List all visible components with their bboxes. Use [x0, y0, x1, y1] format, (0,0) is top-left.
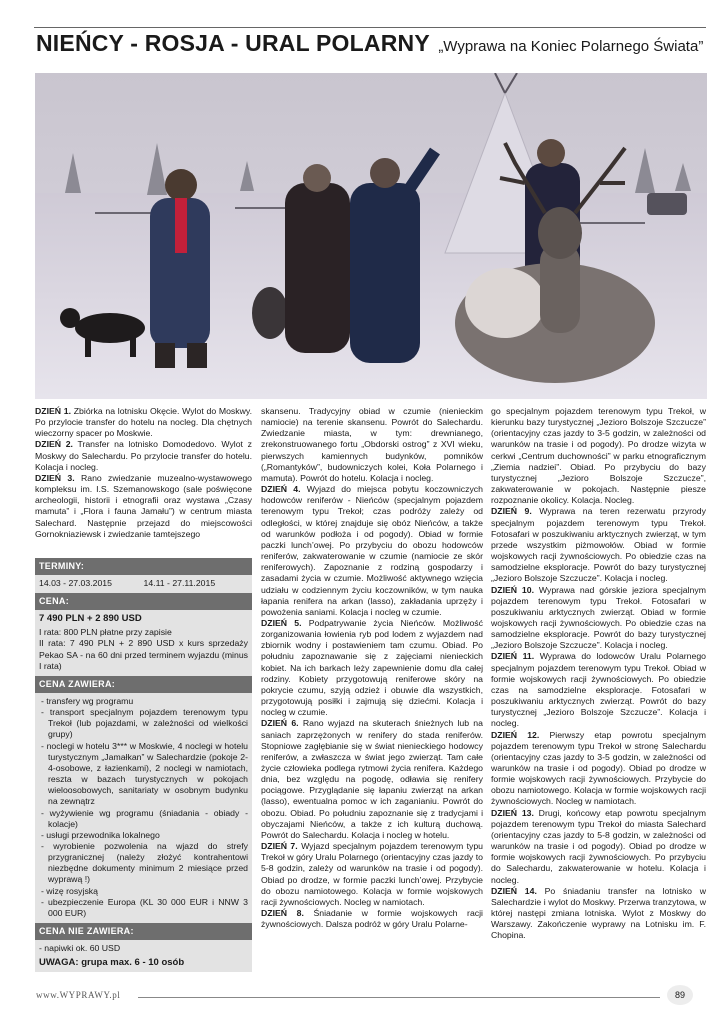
itinerary-day-3-part2: skansenu. Tradycyjny obiad w czumie (nienieckim namiocie) na terenie skansenu. Powrót do Salechardu. Zwiedzanie miasta, w tym: drewnianego, zrekonstruowanego fortu „Obdorski ostrog” z XVI wieku, pierwszych kamiennych budynków, pomników („Romantyków”, budowniczych kolei, Koła Polarnego i mamuta). Powrót do hotelu. Kolacja i nocleg. — [261, 406, 483, 483]
price-amount: 7 490 PLN + 2 890 USD — [39, 613, 142, 625]
included-item: - usługi przewodnika lokalnego — [41, 829, 160, 840]
terms-heading: TERMINY: — [35, 558, 252, 575]
included-item: - transfery wg programu — [41, 695, 134, 706]
itinerary-day-5: DZIEŃ 5. Podpatrywanie życia Nieńców. Możliwość zorganizowania łowienia ryb pod lodem z wyjazdem nad zbiornik wodny i postawieniem tam czumu. Obiad. Po południu zapoznawanie się z zajęciami nienieckich kobiet. Na ich barkach leży zapewnienie domu dla całej rodziny. Kobiety przygotowują reniferowe skóry na pokrycie czumu, szyją odzież i obuwie dla wszystkich, przygotowują posiłki i zajmują się dziećmi. Kolacja i nocleg w czumie. — [261, 617, 483, 718]
price-detail-2: II rata: 7 490 PLN + 2 890 USD x kurs sprzedaży Pekao SA - na 60 dni przed terminem wyjazdu (minus I rata) — [39, 638, 248, 671]
top-rule — [34, 27, 706, 28]
page-title — [36, 30, 706, 57]
footer-rule — [138, 997, 660, 998]
footer-logo: www.WYPRAWY.pl — [36, 990, 121, 1000]
excluded-body — [35, 940, 252, 972]
excluded-heading: CENA NIE ZAWIERA: — [35, 923, 252, 940]
included-list — [39, 696, 248, 919]
itinerary-day-13: DZIEŃ 13. Drugi, końcowy etap powrotu specjalnym pojazdem terenowym typu Trekoł do miasta Salechard (orientacyjny czas jazdy to 5-8 godzin, w zależności od warunków na trasie i od pogody). Obiad po drodze w formie wojskowych racji żywnościowych. Po przybyciu do Salechardu, zakwaterowanie w hotelu. Kolacja i nocleg. — [491, 807, 706, 885]
title-subtitle: „Wyprawa na Koniec Polarnego Świata” — [438, 38, 704, 55]
term-date-2: 14.11 - 27.11.2015 — [143, 578, 216, 588]
price-detail-1: I rata: 800 PLN płatne przy zapisie — [39, 627, 172, 638]
included-item: - wyżywienie wg programu (śniadania - obiady - kolacje) — [41, 807, 248, 829]
itinerary-day-1: DZIEŃ 1. Zbiórka na lotnisku Okęcie. Wylot do Moskwy. Po przylocie transfer do hotelu na nocleg. Dla chętnych wieczorny spacer po Moskwie. — [35, 406, 252, 439]
included-item: - wizę rosyjską — [41, 885, 98, 896]
itinerary-day-8-part1: DZIEŃ 8. Śniadanie w formie wojskowych racji żywnościowych. Dalsza podróż w góry Uralu Polarne- — [261, 908, 483, 930]
itinerary-day-11: DZIEŃ 11. Wyprawa do lodowców Uralu Polarnego specjalnym pojazdem terenowym typu Trekoł. Obiad w formie wojskowych racji żywnościowych. Po obiedzie czas na samodzielne eksploracje. Fotosafari w poszukiwaniu arktycznych zwierząt. Powrót do bazy turystycznej „Jezioro Bolszoje Szczucze”. Kolacja i nocleg. — [491, 651, 707, 729]
itinerary-day-14: DZIEŃ 14. Po śniadaniu transfer na lotnisko w Salechardzie i wylot do Moskwy. Przerwa tranzytowa, w której następi zmiana lotniska. Wylot z Moskwy do Warszawy. Zakończenie wyprawy na Lotnisku im. F. Chopina. — [491, 885, 707, 941]
itinerary-day-4: DZIEŃ 4. Wyjazd do miejsca pobytu koczowniczych hodowców reniferów - Nieńców (specjalnym pojazdem terenowym typu Trekoł; czas podróży zależy od odległości, w której znajduje się obóz Nieńców, a także od warunków podłoża i od pogody). Obiad w formie paczki lunch’owej. Po przybyciu do obozu hodowców reniferów, zakwaterowanie w czumie (namiocie ze skór reniferowych). Zapoznanie z rodziną gospodarzy i zasadami życia w czumie. Możliwość aktywnego wzięcia udziału w codziennym życiu koczowników, w tym nauka łapania renifera na arkan (lasso), zakładania uprzęży i powożenia saniami. Kolacja i nocleg w czumie. — [261, 484, 483, 617]
itinerary-day-2: DZIEŃ 2. Transfer na lotnisko Domodedovo. Wylot z Moskwy do Salechardu. Po przylocie transfer do hotelu. Kolacja i nocleg. — [35, 439, 252, 472]
info-box — [35, 558, 252, 972]
price-details — [35, 610, 252, 676]
included-body — [35, 693, 252, 923]
column-3 — [491, 406, 706, 942]
column-1 — [35, 406, 252, 972]
included-item: - transport specjalnym pojazdem terenowym typu Trekoł (lub pojazdami, w zależności od wielkości grupy) — [41, 707, 248, 740]
price-heading: CENA: — [35, 593, 252, 610]
itinerary-day-3-part1: DZIEŃ 3. Rano zwiedzanie muzealno-wystawowego kompleksu im. I.S. Szemanowskogo (sale poświęcone archeologii, historii i etnografii oraz wystawa „Czasy mamuta” i „Flora i fauna Jamału”) w centrum miasta Salechard. Następnie przejazd do miejscowości Gornokniaziewsk i zwiedzanie tamtejszego — [35, 472, 252, 539]
itinerary-day-6: DZIEŃ 6. Rano wyjazd na skuterach śnieżnych lub na saniach zaprzężonych w renifery do stada reniferów. Stopniowe zagłębianie się w świat nienieckiego hodowcy reniferów, a zwłaszcza w świat jego zwierząt. Tam całe życie człowieka podlega rytmowi życia renifera. Każdego dnia, bez względu na pogodę, odławia się renifery pociągowe. Przyglądanie się łapaniu zwierząt na arkan (lasso), ewentualna pomoc w ich zaganianiu. Powrót do obozu. Obiad. Po południu zapoznanie się z tradycjami i obyczajami Nieńców, a także z ich kulturą duchową. Powrót do Salechardu. Kolacja i nocleg w hotelu. — [261, 718, 483, 840]
terms-dates — [35, 575, 252, 593]
itinerary-day-8-part2: go specjalnym pojazdem terenowym typu Trekoł, w kierunku bazy turystycznej „Jezioro Bolszoje Szczucze” (orientacyjny czas jazdy to 3-5 godzin, w zależności od warunków na trasie i od pogody). Po drodze wizyta w cerkwi „Centrum duchowności” w parku etnograficznym „Ziemia nadziei”. Obiad. Po przybyciu do bazy turystycznej „Jezioro Bolszoje Szczucze”, zakwaterowanie w pokojach. Następnie piesze rozpoznanie okolicy. Kolacja. Nocleg. — [491, 406, 706, 506]
title-main: NIEŃCY - ROSJA - URAL POLARNY — [36, 30, 430, 56]
itinerary-day-10: DZIEŃ 10. Wyprawa nad górskie jeziora specjalnym pojazdem terenowym typu Trekoł. Fotosafari w poszukiwaniu arktycznych zwierząt. Obiad w formie wojskowych racji żywnościowych. Po obiedzie czas na samodzielne eksploracje. Powrót do bazy turystycznej „Jezioro Bolszoje Szczucze”. Kolacja i nocleg. — [491, 584, 706, 651]
reindeer-camp-photo — [35, 73, 707, 399]
excluded-item: - napiwki ok. 60 USD — [39, 943, 121, 954]
term-date-1: 14.03 - 27.03.2015 — [39, 578, 112, 588]
page-number: 89 — [667, 985, 693, 1005]
group-size-note: UWAGA: grupa max. 6 - 10 osób — [39, 957, 185, 969]
included-heading: CENA ZAWIERA: — [35, 676, 252, 693]
included-item: - noclegi w hotelu 3*** w Moskwie, 4 noclegi w hotelu turystycznym „Jamałkan” w Salechardzie (pokoje 2-4-osobowe, z łazienkami), 2 noclegi w namiotach, reszta w bazach turystycznych w pokojach wieloosobowych, sanitariaty w osobnym budynku na zewnątrz — [41, 740, 248, 807]
itinerary-day-9: DZIEŃ 9. Wyprawa na teren rezerwatu przyrody specjalnym pojazdem terenowym typu Trekoł. Fotosafari w poszukiwaniu arktycznych zwierząt, w tym przede wszystkim piżmowołów. Obiad w formie wojskowych racji żywnościowych. Po obiedzie czas na samodzielne eksploracje. Powrót do bazy turystycznej „Jezioro Bolszoje Szczucze”. Kolacja i nocleg. — [491, 506, 706, 584]
itinerary-day-7: DZIEŃ 7. Wyjazd specjalnym pojazdem terenowym typu Trekoł w góry Uralu Polarnego (orientacyjny czas jazdy to 5-8 godzin, zależy od warunków na trasie i od pogody). Obiad po drodze, w formie paczki lunch’owej. Przybycie do obozu namiotowego. Kolacja w formie wojskowych racji żywnościowych. Nocleg w namiotach. — [261, 841, 483, 907]
included-item: - ubezpieczenie Europa (KL 30 000 EUR i NNW 3 000 EUR) — [41, 896, 248, 918]
itinerary-day-12: DZIEŃ 12. Pierwszy etap powrotu specjalnym pojazdem terenowym typu Trekoł w stronę Salechardu (orientacyjny czas jazdy to 3-5 godzin, w zależności od warunków na trasie i od pogody). Obiad po drodze w formie wojskowych racji żywnościowych. Przybycie do obozu namiotowego. Kolacja w formie wojskowych racji żywnościowych. Nocleg w namiotach. — [491, 729, 706, 807]
included-item: - wyrobienie pozwolenia na wjazd do strefy przygranicznej (należy złożyć kontrahentowi niezbędne dokumenty minimum 2 miesiące przed wyprawą !) — [41, 840, 248, 885]
column-2 — [261, 406, 483, 930]
